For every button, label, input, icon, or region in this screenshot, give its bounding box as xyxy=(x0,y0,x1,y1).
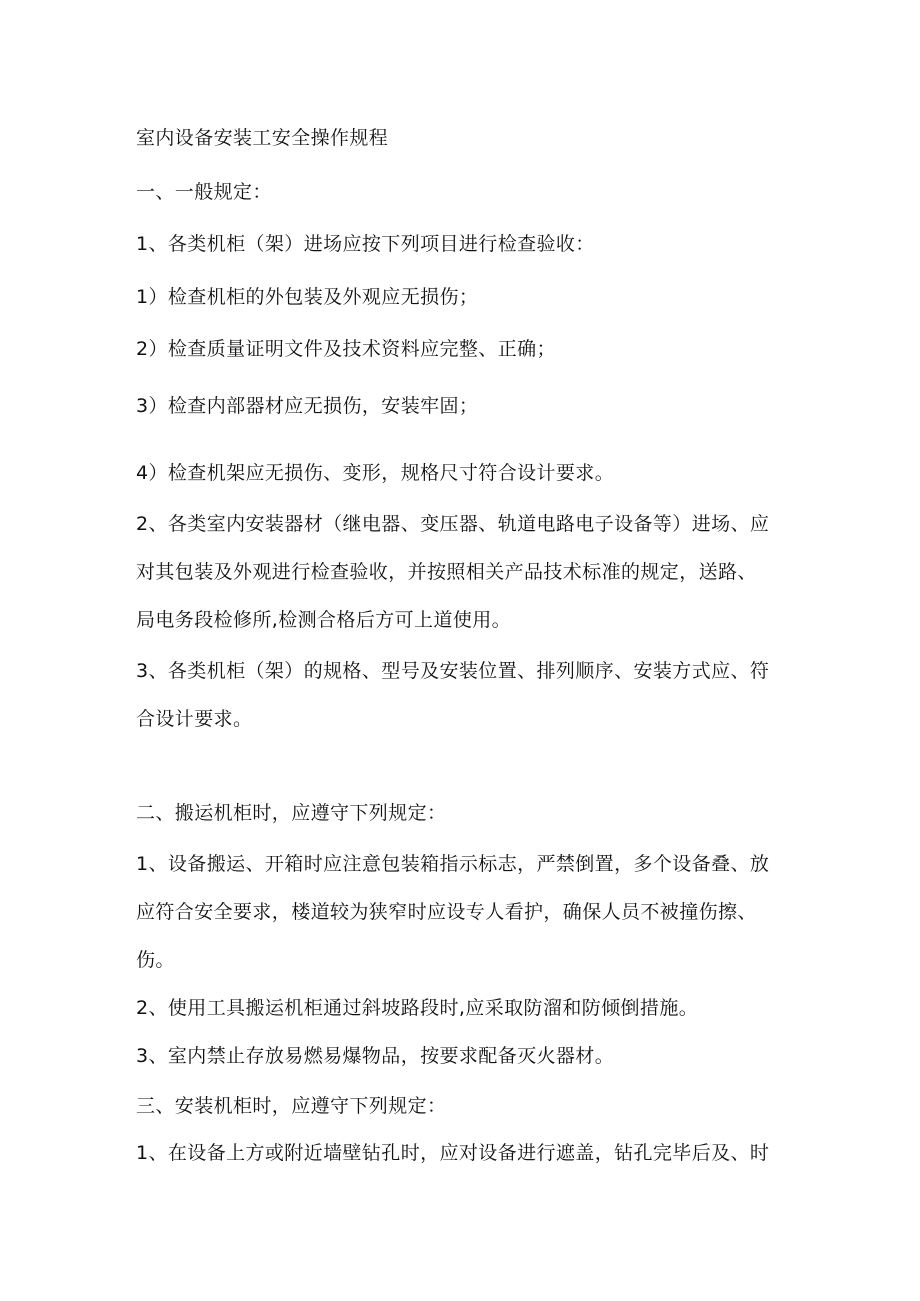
section-heading: 一、一般规定： xyxy=(136,181,272,203)
paragraph-line: 合设计要求。 xyxy=(136,708,253,730)
list-item: 2）检查质量证明文件及技术资料应完整、正确； xyxy=(136,338,556,360)
paragraph-line: 1、设备搬运、开箱时应注意包装箱指示标志，严禁倒置，多个设备叠、放 xyxy=(136,853,770,875)
section-heading: 二、搬运机柜时，应遵守下列规定： xyxy=(136,802,447,824)
list-item: 3）检查内部器材应无损伤，安装牢固； xyxy=(136,395,479,417)
paragraph-line: 应符合安全要求，楼道较为狭窄时应设专人看护，确保人员不被撞伤擦、 xyxy=(136,901,757,923)
paragraph-line: 对其包装及外观进行检查验收，并按照相关产品技术标准的规定，送路、 xyxy=(136,561,757,583)
paragraph-line: 局电务段检修所,检测合格后方可上道使用。 xyxy=(136,609,512,631)
paragraph-line: 2、使用工具搬运机柜通过斜坡路段时,应采取防溜和防倾倒措施。 xyxy=(136,997,699,1019)
paragraph-line: 1、在设备上方或附近墙壁钻孔时，应对设备进行遮盖，钻孔完毕后及、时 xyxy=(136,1142,770,1164)
list-item: 1）检查机柜的外包装及外观应无损伤； xyxy=(136,286,479,308)
paragraph-line: 2、各类室内安装器材（继电器、变压器、轨道电路电子设备等）进场、应 xyxy=(136,513,770,535)
paragraph-line: 伤。 xyxy=(136,949,175,971)
paragraph-line: 3、室内禁止存放易燃易爆物品，按要求配备灭火器材。 xyxy=(136,1045,615,1067)
paragraph-line: 3、各类机柜（架）的规格、型号及安装位置、排列顺序、安装方式应、符 xyxy=(136,660,770,682)
document-title: 室内设备安装工安全操作规程 xyxy=(136,127,389,149)
paragraph-line: 1、各类机柜（架）进场应按下列项目进行检查验收： xyxy=(136,233,595,255)
section-heading: 三、安装机柜时，应遵守下列规定： xyxy=(136,1095,447,1117)
list-item: 4）检查机架应无损伤、变形，规格尺寸符合设计要求。 xyxy=(136,462,615,484)
